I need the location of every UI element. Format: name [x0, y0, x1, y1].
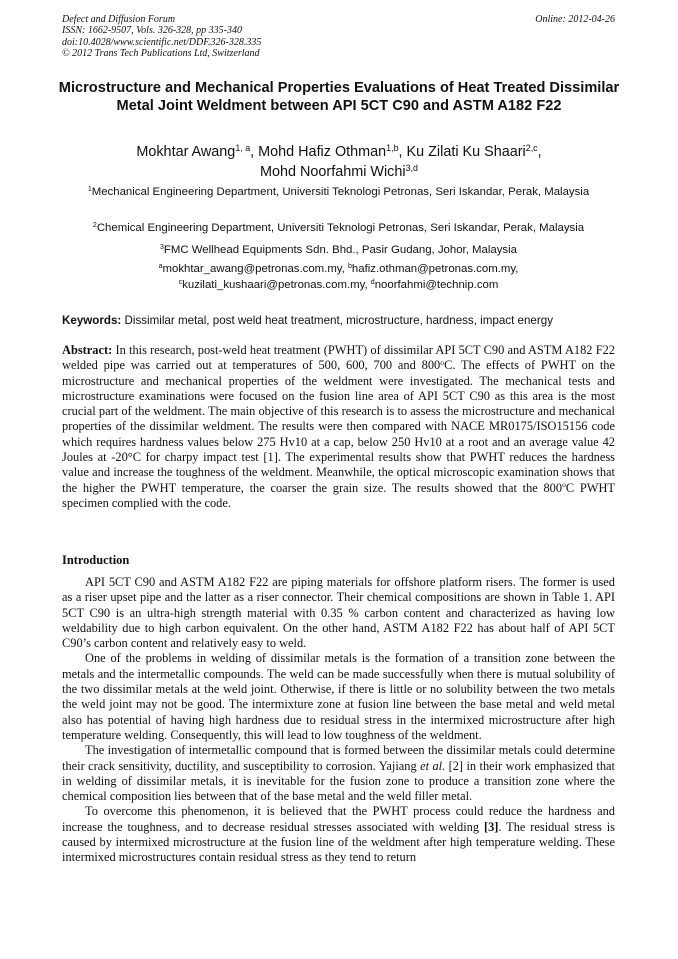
- author-name: Ku Zilati Ku Shaari: [406, 144, 526, 160]
- citation-reference: [3]: [483, 819, 499, 834]
- journal-doi: doi:10.4028/www.scientific.net/DDF.326-328.335: [62, 36, 262, 48]
- email-marker: b: [347, 263, 352, 271]
- paragraph-text: The investigation of intermetallic compound that is formed between the dissimilar metals could determine their crack sensitivity, ductility, and susceptibility to corrosion. Yajiang: [62, 743, 615, 773]
- author-affiliation-marker: 1, a: [235, 143, 251, 154]
- affiliation-text: Mechanical Engineering Department, Universiti Teknologi Petronas, Seri Iskandar, Perak, Malaysia: [91, 186, 590, 198]
- keywords-label: Keywords:: [62, 314, 122, 327]
- author-name: Mohd Noorfahmi Wichi: [260, 164, 406, 180]
- journal-header: [62, 14, 615, 60]
- author-affiliation-marker: 2,c: [525, 143, 538, 154]
- abstract: [62, 343, 615, 511]
- affiliation-marker: 1: [87, 186, 92, 194]
- journal-copyright: © 2012 Trans Tech Publications Ltd, Switzerland: [62, 48, 260, 60]
- author-affiliation-marker: 3,d: [405, 163, 418, 174]
- abstract-label: Abstract:: [62, 343, 113, 357]
- email-link[interactable]: kuzilati_kushaari@petronas.com.my,: [182, 278, 371, 291]
- affiliation-3: [62, 243, 615, 259]
- abstract-text: C PWHT specimen complied with the code.: [62, 480, 615, 510]
- keywords-text: Dissimilar metal, post weld heat treatment, microstructure, hardness, impact energy: [121, 314, 553, 327]
- affiliation-marker: 2: [92, 222, 97, 230]
- email-marker: c: [178, 278, 183, 286]
- journal-issn: ISSN: 1662-9507, Vols. 326-328, pp 335-340: [62, 25, 242, 37]
- degree-sign: o: [440, 358, 445, 368]
- author-separator: ,: [537, 144, 542, 160]
- affiliation-text: FMC Wellhead Equipments Sdn. Bhd., Pasir Gudang, Johor, Malaysia: [163, 244, 517, 256]
- degree-sign: o: [562, 480, 566, 490]
- email-link[interactable]: hafiz.othman@petronas.com.my,: [351, 263, 519, 275]
- paragraph-text: [2] in their work emphasized that in welding of dissimilar metals, it is inevitable for the fusion zone to produce a transition zone where the chemical composition lies between that of the base metal and the weld filler metal.: [62, 758, 615, 804]
- email-link[interactable]: noorfahmi@technip.com: [374, 278, 499, 291]
- author-emails: [62, 262, 615, 293]
- affiliation-marker: 3: [160, 244, 164, 252]
- affiliation-text: Chemical Engineering Department, Universiti Teknologi Petronas, Seri Iskandar, Perak, Malaysia: [96, 222, 585, 234]
- author-separator: ,: [398, 144, 407, 160]
- paragraph-text: To overcome this phenomenon, it is believed that the PWHT process could reduce the hardness and increase the toughness, and to decrease residual stresses associated with welding: [62, 804, 615, 834]
- affiliation-2: [62, 221, 615, 237]
- abstract-text: C. The effects of PWHT on the microstructure and mechanical properties of the weldment were investigated. The mechanical tests and microstructure examinations were focused on the fusion line area of API 5CT C90 as this area is the most crucial part of the weldment. The main objective of this research is to assess the microstructure and mechanical properties of the dissimilar weldment. The results were then compared with NACE MR0175/ISO15156 code which requires hardness values below 275 Hv10 at a cap, below 250 Hv10 at a root and an average value 42 Joules at -20°C for charpy impact test [1]. The experimental results show that PWHT reduces the hardness value and increase the toughness of the weldment. Meanwhile, the optical microscopic examination shows that the higher the PWHT temperature, the coarser the grain size. The results showed that the 800: [62, 358, 615, 495]
- paragraph-text: . The residual stress is caused by intermixed microstructure at the fusion line of the weldment after high temperature welding. These intermixed microstructures contain residual stress as they tend to return: [62, 819, 615, 865]
- paragraph: [62, 804, 615, 865]
- author-affiliation-marker: 1,b: [386, 143, 399, 154]
- email-link[interactable]: mokhtar_awang@petronas.com.my,: [162, 263, 348, 275]
- abstract-text: In this research, post-weld heat treatment (PWHT) of dissimilar API 5CT C90 and ASTM A182 F22 welded pipe was carried out at temperatures of 500, 600, 700 and 800: [62, 343, 615, 373]
- paragraph: One of the problems in welding of dissimilar metals is the formation of a transition zone between the metals and the intermetallic compounds. The weld can be made successfully when there is mutual solubility of the two dissimilar metals at the weld joint. Otherwise, if there is little or no solubility between the two metals the weld joint may not be good. The intermixture zone at fusion line between the base metal and weld metal also has potential of having high hardness due to residual stress in the intermixed microstructure after high temperature welding. Consequently, this will lead to low toughness of the weldment.: [62, 651, 615, 742]
- email-marker: a: [158, 263, 163, 271]
- journal-name: Defect and Diffusion Forum: [62, 14, 176, 25]
- citation-etal: et al.: [420, 758, 446, 773]
- paper-title: Microstructure and Mechanical Properties Evaluations of Heat Treated Dissimilar Metal Joint Weldment between API 5CT C90 and ASTM A182 F22: [58, 80, 620, 114]
- author-separator: ,: [250, 144, 259, 160]
- section-heading-introduction: Introduction: [62, 553, 130, 567]
- author-name: Mokhtar Awang: [136, 144, 236, 160]
- online-date: Online: 2012-04-26: [535, 14, 615, 25]
- keywords: [62, 313, 615, 328]
- email-marker: d: [370, 278, 375, 286]
- affiliation-1: [62, 185, 615, 201]
- paragraph: API 5CT C90 and ASTM A182 F22 are piping materials for offshore platform risers. The former is used as a riser upset pipe and the latter as a riser connector. Their chemical compositions are shown in Table 1. API 5CT C90 is an ultra-high strength material with 0.35 % carbon content and characterized as having low weldability due to high carbon equivalent. On the other hand, ASTM A182 F22 has about half of API 5CT C90’s carbon content and relatively easy to weld.: [62, 575, 615, 651]
- author-list: [60, 142, 618, 182]
- introduction-body: [62, 575, 615, 866]
- author-name: Mohd Hafiz Othman: [258, 144, 387, 160]
- paragraph: [62, 743, 615, 804]
